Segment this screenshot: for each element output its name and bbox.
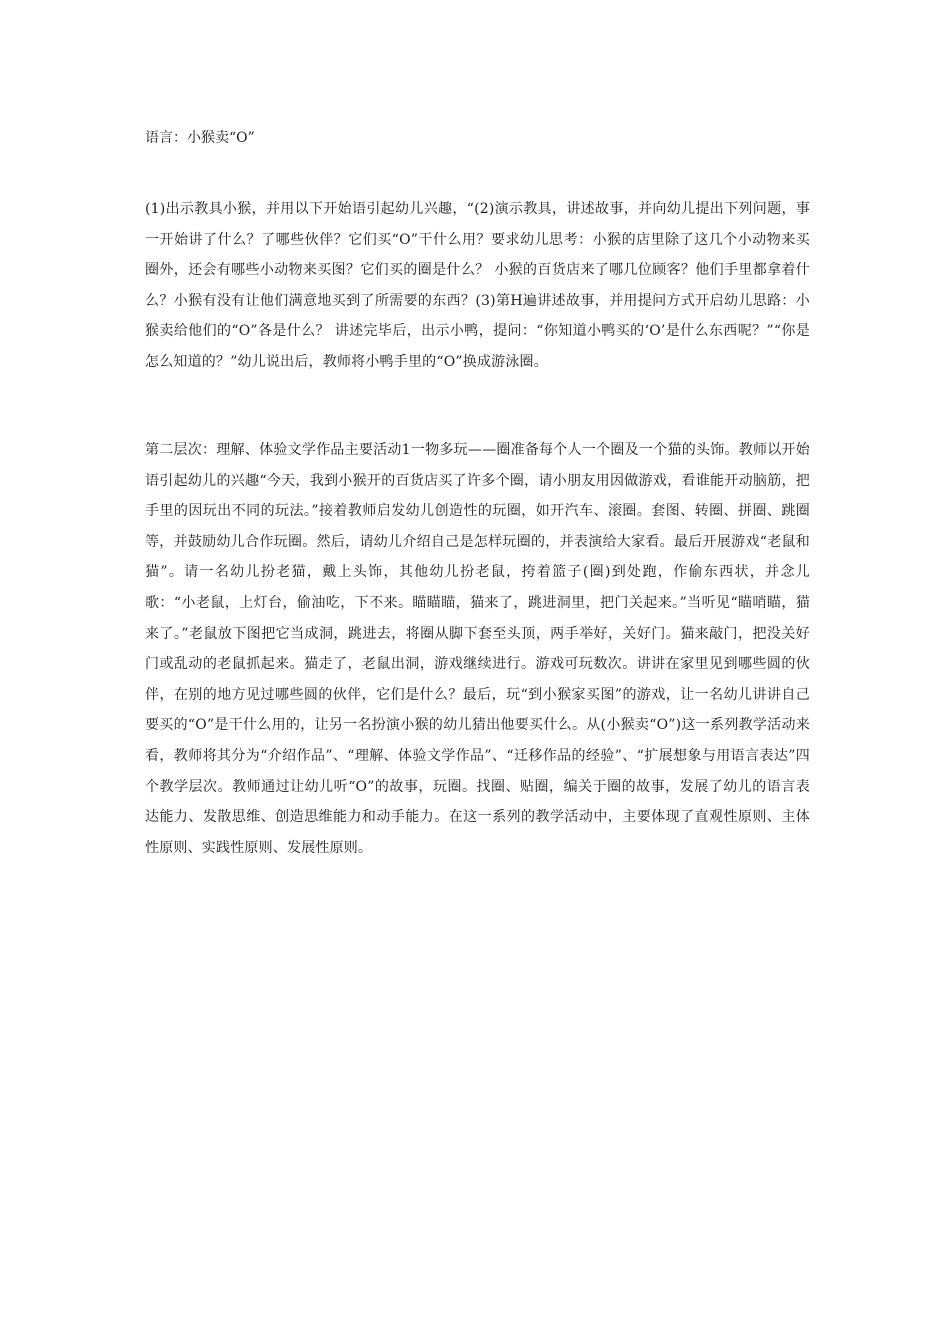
document-title: 语言：小猴卖“O” bbox=[145, 130, 255, 146]
paragraph-activity-steps: (1)出示教具小猴，并用以下开始语引起幼儿兴趣，“(2)演示教具，讲述故事，并向幼儿提出下列问题，事一开始讲了什么？了哪些伙伴？它们买“O”干什么用？要求幼儿思考：小猴的店里除了这几个小动物来买圈外，还会有哪些小动物来买图？它们买的圈是什么？ 小猴的百货店来了哪几位顾客？他们手里都拿着什么？小猴有没有让他们满意地买到了所需要的东西？(3)第H遍讲述故事，并用提问方式开启幼儿思路：小猴卖给他们的“O”各是什么？ 讲述完毕后，出示小鸭，提问：“你知道小鸭买的‘O’是什么东西呢？”“你是怎么知道的？”幼儿说出后，教师将小鸭手里的“O”换成游泳圈。 bbox=[145, 201, 810, 370]
paragraph-second-level: 第二层次：理解、体验文学作品主要活动1一物多玩——圈准备每个人一个圈及一个猫的头饰。教师以开始语引起幼儿的兴趣“今天，我到小猴开的百货店买了许多个圈，请小朋友用因做游戏，看谁能开动脑筋，把手里的因玩出不同的玩法。”接着教师启发幼儿创造性的玩圈，如开汽车、滚圈。套图、转圈、拼圈、跳圈等，并鼓励幼儿合作玩圈。然后，请幼儿介绍自己是怎样玩圈的，并表演给大家看。最后开展游戏“老鼠和猫”。请一名幼儿扮老猫，戴上头饰，其他幼儿扮老鼠，挎着篮子(圈)到处跑，作偷东西状，并念儿歌：“小老鼠，上灯台，偷油吃，下不来。瞄瞄瞄，猫来了，跳进洞里，把门关起来。”当听见“瞄哨瞄，猫来了。”老鼠放下图把它当成洞，跳进去，将圈从脚下套至头顶，两手举好，关好门。猫来敲门，把没关好门或乱动的老鼠抓起来。猫走了，老鼠出洞，游戏继续进行。游戏可玩数次。讲讲在家里见到哪些圆的伙伴，在别的地方见过哪些圆的伙伴，它们是什么？最后，玩“到小猴家买图”的游戏，让一名幼儿讲讲自己要买的“O”是干什么用的，让另一名扮演小猴的幼儿猜出他要买什么。从(小猴卖“O”)这一系列教学活动来看，教师将其分为“介绍作品”、“理解、体验文学作品”、“迁移作品的经验”、“扩展想象与用语言表达”四个教学层次。教师通过让幼儿听“O”的故事，玩圈。找圈、贴圈，编关于圈的故事，发展了幼儿的语言表达能力、发散思维、创造思维能力和动手能力。在这一系列的教学活动中，主要体现了直观性原则、主体性原则、实践性原则、发展性原则。 bbox=[145, 442, 810, 856]
